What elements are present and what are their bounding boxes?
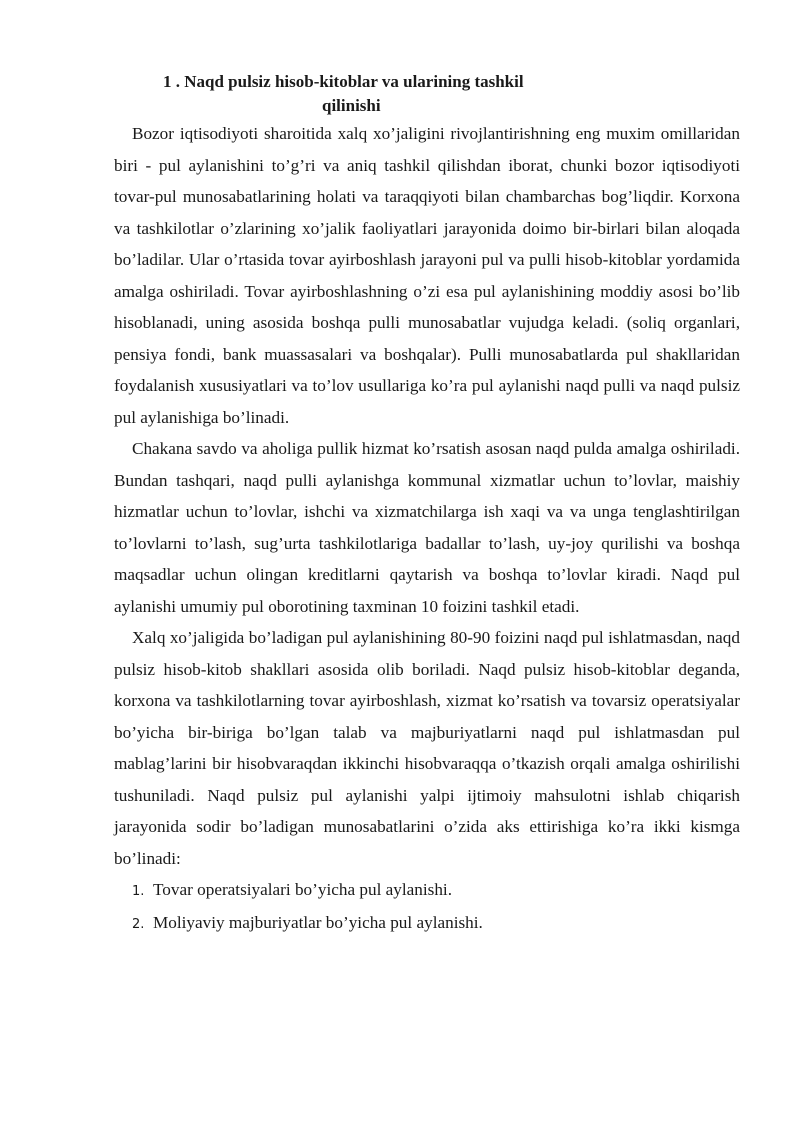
list-item-number: 2. [132, 917, 145, 932]
section-heading [114, 70, 740, 118]
list-item-text: Tovar operatsiyalari bo’yicha pul aylanishi. [153, 880, 453, 899]
list-item [114, 874, 740, 907]
section-heading-line-2: qilinishi [322, 96, 381, 115]
paragraph-2: Chakana savdo va aholiga pullik hizmat ko’rsatish asosan naqd pulda amalga oshiriladi. Bundan tashqari, naqd pulli aylanishga kommunal xizmatlar uchun to’lovlar, maishiy hizmatlar uchun to’lovlar, ishchi va xizmatchilarga ish xaqi va va unga tenglashtirilgan to’lovlarni to’lash, sug’urta tashkilotlariga badallar to’lash, uy-joy qurilishi va boshqa maqsadlar uchun olingan kreditlarni qaytarish va boshqa to’lovlar kiradi. Naqd pul aylanishi umumiy pul oborotining taxminan 10 foizini tashkil etadi. [114, 439, 740, 616]
section-heading-line-1: 1 . Naqd pulsiz hisob-kitoblar va ularining tashkil [163, 72, 524, 91]
list-item-text: Moliyaviy majburiyatlar bo’yicha pul aylanishi. [153, 913, 483, 932]
list-item [114, 907, 740, 940]
document-page [114, 70, 740, 940]
numbered-list [114, 874, 740, 940]
paragraph-1: Bozor iqtisodiyoti sharoitida xalq xo’jaligini rivojlantirishning eng muxim omillaridan biri - pul aylanishini to’g’ri va aniq tashkil qilishdan iborat, chunki bozor iqtisodiyoti tovar-pul munosabatlarining holati va taraqqiyoti bilan chambarchas bog’liqdir. Korxona va tashkilotlar o’zlarining xo’jalik faoliyatlari jarayonida doimo bir-birlari bilan aloqada bo’ladilar. Ular o’rtasida tovar ayirboshlash jarayoni pul va pulli hisob-kitoblar yordamida amalga oshiriladi. Tovar ayirboshlashning o’zi esa pul aylanishining moddiy asosi bo’lib hisoblanadi, uning asosida boshqa pulli munosabatlar vujudga keladi. (soliq organlari, pensiya fondi, bank muassasalari va boshqalar). Pulli munosabatlarda pul shakllaridan foydalanish xususiyatlari va to’lov usullariga ko’ra pul aylanishi naqd pulli va naqd pulsiz pul aylanishiga bo’linadi. [114, 124, 740, 427]
paragraph-3: Xalq xo’jaligida bo’ladigan pul aylanishining 80-90 foizini naqd pul ishlatmasdan, naqd pulsiz hisob-kitob shakllari asosida olib boriladi. Naqd pulsiz hisob-kitoblar deganda, korxona va tashkilotlarning tovar ayirboshlash, xizmat ko’rsatish va tovarsiz operatsiyalar bo’yicha bir-biriga bo’lgan talab va majburiyatlarni naqd pul ishlatmasdan pul mablag’larini bir hisobvaraqdan ikkinchi hisobvaraqqa o’tkazish orqali amalga oshirilishi tushuniladi. Naqd pulsiz pul aylanishi yalpi ijtimoiy mahsulotni ishlab chiqarish jarayonida sodir bo’ladigan munosabatlarini o’zida aks ettirishiga ko’ra ikki kismga bo’linadi: [114, 628, 740, 868]
list-item-number: 1. [132, 884, 145, 899]
